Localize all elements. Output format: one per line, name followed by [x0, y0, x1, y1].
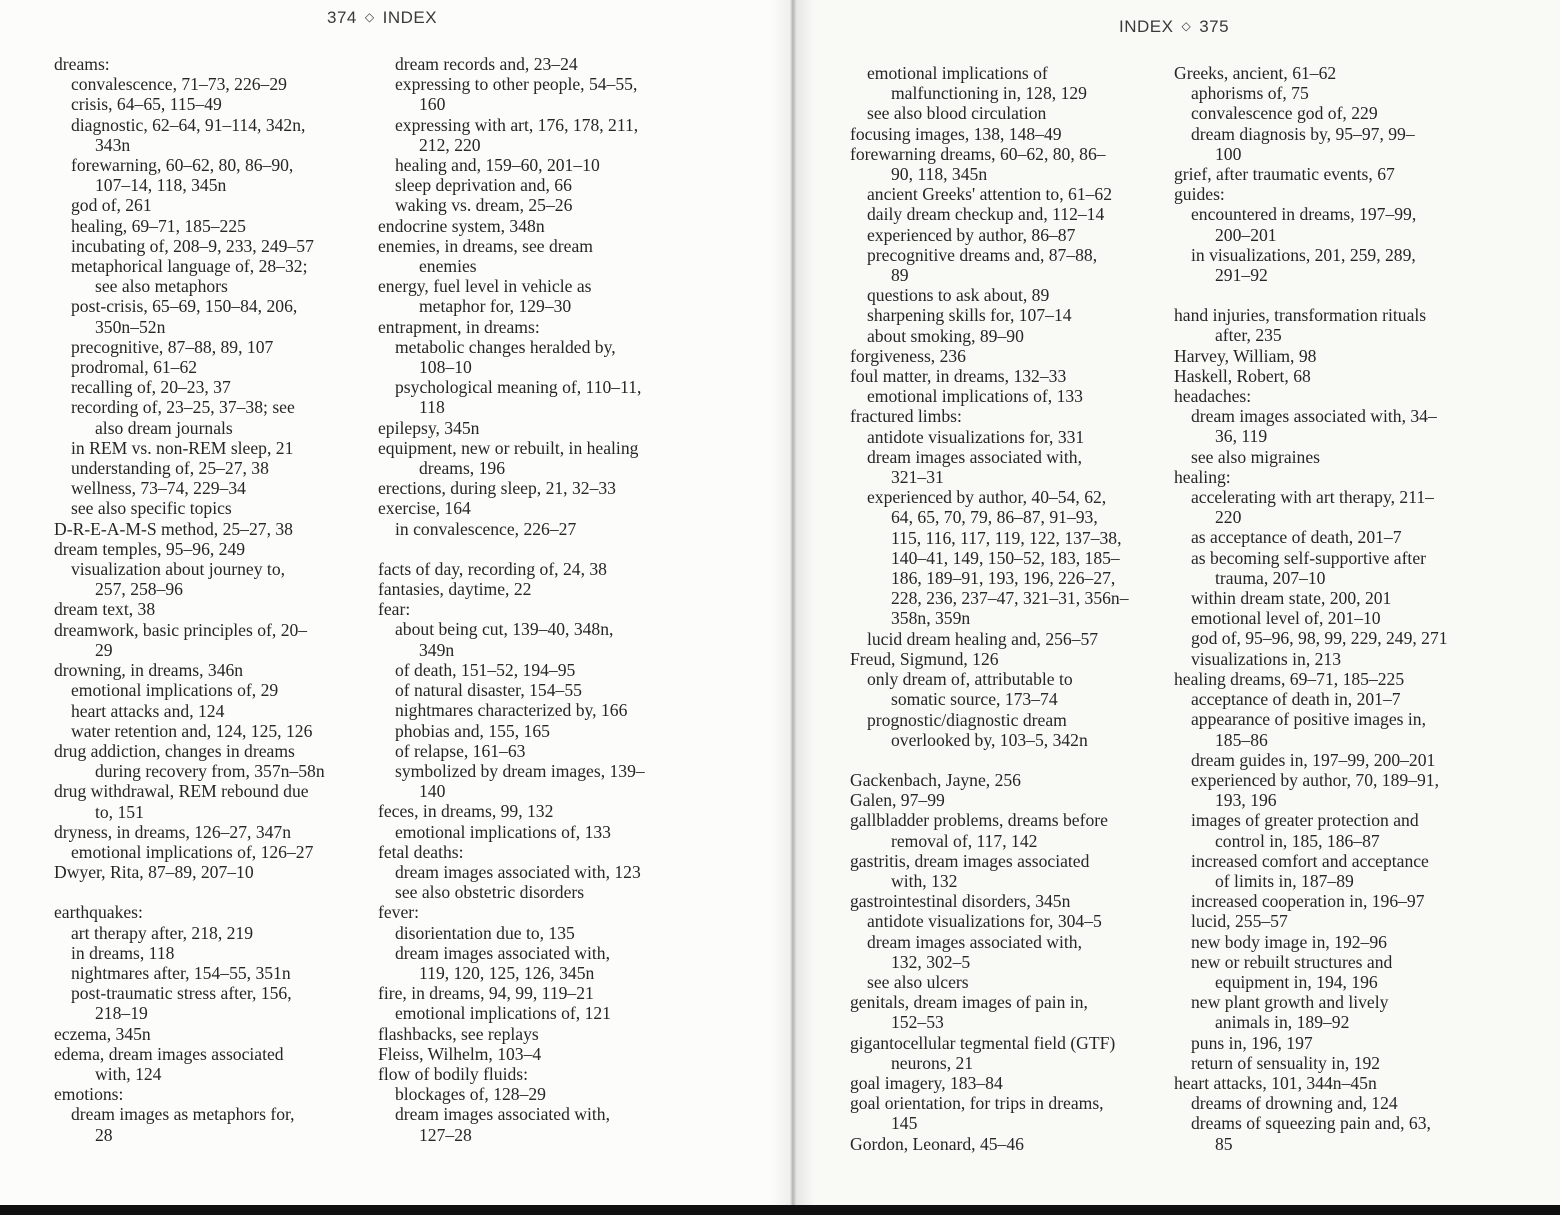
index-entry-continuation: control in, 185, 186–87	[1215, 830, 1380, 851]
index-subentry: emotional implications of	[867, 63, 1048, 83]
index-entry: endocrine system, 348n	[378, 215, 545, 236]
index-subentry: dream images associated with, 123	[395, 861, 641, 882]
index-subentry: see also obstetric disorders	[395, 882, 585, 903]
index-subentry: heart attacks and, 124	[71, 700, 225, 721]
index-entry-continuation: 212, 220	[419, 134, 481, 155]
index-column	[54, 54, 372, 1145]
index-subentry: new body image in, 192–96	[1191, 931, 1387, 952]
index-subentry: questions to ask about, 89	[867, 285, 1050, 306]
index-entry: dryness, in dreams, 126–27, 347n	[54, 821, 292, 842]
index-subentry: experienced by author, 70, 189–91,	[1191, 769, 1439, 790]
index-entry-continuation: malfunctioning in, 128, 129	[891, 83, 1087, 104]
index-entry-continuation: with, 132	[891, 870, 958, 891]
index-subentry: emotional implications of, 133	[867, 386, 1083, 407]
index-subentry: appearance of positive images in,	[1191, 709, 1426, 730]
index-entry-continuation: 343n	[95, 134, 131, 155]
page-number: 375	[1199, 17, 1230, 36]
index-subentry: as acceptance of death, 201–7	[1191, 527, 1402, 548]
index-subentry: post-crisis, 65–69, 150–84, 206,	[71, 296, 298, 317]
index-subentry: expressing to other people, 54–55,	[395, 74, 638, 95]
index-subentry: god of, 95–96, 98, 99, 229, 249, 271	[1191, 628, 1448, 649]
index-subentry: acceptance of death in, 201–7	[1191, 689, 1401, 710]
index-subentry: puns in, 196, 197	[1191, 1032, 1313, 1053]
index-subentry: about being cut, 139–40, 348n,	[395, 619, 614, 640]
index-entry-continuation: enemies	[419, 256, 477, 277]
index-subentry: incubating of, 208–9, 233, 249–57	[71, 235, 314, 256]
index-entry-continuation: 160	[419, 94, 446, 115]
index-subentry: prognostic/diagnostic dream	[867, 709, 1067, 730]
index-entry: enemies, in dreams, see dream	[378, 235, 593, 256]
index-entry: flow of bodily fluids:	[378, 1063, 529, 1084]
index-entry: drug withdrawal, REM rebound due	[54, 781, 309, 802]
index-subentry: healing and, 159–60, 201–10	[395, 155, 600, 176]
index-entry: fever:	[378, 902, 420, 923]
index-entry-continuation: 140–41, 149, 150–52, 183, 185–	[891, 547, 1120, 568]
index-subentry: nightmares after, 154–55, 351n	[71, 962, 291, 983]
index-entry: flashbacks, see replays	[378, 1023, 539, 1044]
index-entry: focusing images, 138, 148–49	[850, 123, 1062, 144]
index-entry: equipment, new or rebuilt, in healing	[378, 437, 639, 458]
index-subentry: dream images associated with,	[395, 1104, 610, 1125]
index-subentry: blockages of, 128–29	[395, 1084, 546, 1105]
diamond-separator-icon: ◇	[1181, 19, 1192, 33]
index-entry: forgiveness, 236	[850, 345, 966, 366]
index-entry: fantasies, daytime, 22	[378, 579, 532, 600]
index-entry: gastrointestinal disorders, 345n	[850, 891, 1071, 912]
index-entry-continuation: also dream journals	[95, 417, 233, 438]
index-entry: dreams:	[54, 54, 110, 74]
index-subentry: water retention and, 124, 125, 126	[71, 720, 313, 741]
index-entry: foul matter, in dreams, 132–33	[850, 366, 1067, 387]
index-subentry: dream records and, 23–24	[395, 54, 578, 74]
index-subentry: waking vs. dream, 25–26	[395, 195, 573, 216]
index-entry: earthquakes:	[54, 902, 143, 923]
index-subentry: see also migraines	[1191, 446, 1320, 467]
index-column	[850, 63, 1170, 1154]
index-subentry: wellness, 73–74, 229–34	[71, 478, 246, 499]
index-subentry: see also specific topics	[71, 498, 232, 519]
index-entry: Fleiss, Wilhelm, 103–4	[378, 1043, 542, 1064]
index-subentry: nightmares characterized by, 166	[395, 700, 628, 721]
index-entry: goal imagery, 183–84	[850, 1072, 1003, 1093]
index-entry: Dwyer, Rita, 87–89, 207–10	[54, 862, 254, 883]
index-subentry: recalling of, 20–23, 37	[71, 377, 231, 398]
index-entry-continuation: 228, 236, 237–47, 321–31, 356n–	[891, 588, 1129, 609]
index-subentry: lucid dream healing and, 256–57	[867, 628, 1099, 649]
index-subentry: encountered in dreams, 197–99,	[1191, 204, 1417, 225]
index-entry-continuation: 28	[95, 1124, 113, 1145]
index-entry-continuation: 349n	[419, 639, 455, 660]
book-gutter-shadow	[770, 0, 814, 1215]
index-entry: forewarning dreams, 60–62, 80, 86–	[850, 143, 1106, 164]
index-entry-continuation: 90, 118, 345n	[891, 164, 988, 185]
index-entry-continuation: during recovery from, 357n–58n	[95, 761, 325, 782]
index-entry-continuation: with, 124	[95, 1063, 162, 1084]
index-entry-continuation: 220	[1215, 507, 1242, 528]
index-subentry: dream diagnosis by, 95–97, 99–	[1191, 123, 1415, 144]
index-subentry: in visualizations, 201, 259, 289,	[1191, 244, 1416, 265]
index-entry: epilepsy, 345n	[378, 417, 480, 438]
index-entry-continuation: 140	[419, 781, 446, 802]
index-entry-continuation: to, 151	[95, 801, 144, 822]
index-entry-continuation: 152–53	[891, 1012, 944, 1033]
index-subentry: as becoming self-supportive after	[1191, 547, 1426, 568]
index-subentry: emotional implications of, 29	[71, 680, 279, 701]
index-entry-continuation: 186, 189–91, 193, 196, 226–27,	[891, 568, 1116, 589]
index-entry-continuation: 89	[891, 265, 909, 286]
index-entry-continuation: 291–92	[1215, 265, 1268, 286]
index-entry: edema, dream images associated	[54, 1043, 284, 1064]
index-subentry: within dream state, 200, 201	[1191, 588, 1392, 609]
index-subentry: lucid, 255–57	[1191, 911, 1288, 932]
index-subentry: increased comfort and acceptance	[1191, 850, 1429, 871]
index-entry-continuation: 218–19	[95, 1003, 148, 1024]
index-subentry: emotional implications of, 121	[395, 1003, 611, 1024]
index-subentry: precognitive dreams and, 87–88,	[867, 244, 1098, 265]
index-entry: fetal deaths:	[378, 841, 464, 862]
index-entry: feces, in dreams, 99, 132	[378, 801, 554, 822]
index-entry: gigantocellular tegmental field (GTF)	[850, 1032, 1116, 1053]
index-subentry: antidote visualizations for, 304–5	[867, 911, 1102, 932]
index-subentry: of death, 151–52, 194–95	[395, 659, 576, 680]
index-subentry: healing, 69–71, 185–225	[71, 215, 246, 236]
index-entry: fractured limbs:	[850, 406, 962, 427]
index-entry-continuation: 107–14, 118, 345n	[95, 175, 227, 196]
index-subentry: dream images associated with,	[867, 446, 1082, 467]
index-subentry: post-traumatic stress after, 156,	[71, 983, 292, 1004]
index-entry-continuation: 100	[1215, 143, 1242, 164]
index-subentry: understanding of, 25–27, 38	[71, 458, 269, 479]
index-entry-continuation: 64, 65, 70, 79, 86–87, 91–93,	[891, 507, 1098, 528]
index-entry-continuation: 350n–52n	[95, 316, 166, 337]
index-entry-continuation: 108–10	[419, 357, 472, 378]
index-subentry: of natural disaster, 154–55	[395, 680, 582, 701]
index-subentry: psychological meaning of, 110–11,	[395, 377, 642, 398]
index-entry: healing dreams, 69–71, 185–225	[1174, 668, 1405, 689]
index-subentry: forewarning, 60–62, 80, 86–90,	[71, 155, 294, 176]
index-entry: gastritis, dream images associated	[850, 850, 1090, 871]
index-subentry: disorientation due to, 135	[395, 922, 575, 943]
index-subentry: emotional level of, 201–10	[1191, 608, 1381, 629]
index-subentry: daily dream checkup and, 112–14	[867, 204, 1105, 225]
index-entry-continuation: 145	[891, 1113, 918, 1134]
index-entry-continuation: see also metaphors	[95, 276, 228, 297]
index-entry: Galen, 97–99	[850, 790, 945, 811]
index-subentry: antidote visualizations for, 331	[867, 426, 1085, 447]
index-entry-continuation: 193, 196	[1215, 790, 1277, 811]
right-page	[792, 0, 1560, 1215]
index-entry-continuation: 127–28	[419, 1124, 472, 1145]
index-entry-continuation: 358n, 359n	[891, 608, 971, 629]
page-number: 374	[327, 8, 357, 27]
index-entry: gallbladder problems, dreams before	[850, 810, 1108, 831]
index-subentry: see also blood circulation	[867, 103, 1047, 124]
index-entry: eczema, 345n	[54, 1023, 151, 1044]
index-subentry: experienced by author, 40–54, 62,	[867, 487, 1107, 508]
index-subentry: art therapy after, 218, 219	[71, 922, 254, 943]
index-subentry: visualizations in, 213	[1191, 648, 1342, 669]
index-entry: energy, fuel level in vehicle as	[378, 276, 592, 297]
index-subentry: images of greater protection and	[1191, 810, 1419, 831]
index-subentry: god of, 261	[71, 195, 152, 216]
index-entry: guides:	[1174, 184, 1225, 205]
right-running-head	[1119, 17, 1229, 37]
index-column	[378, 54, 708, 1145]
index-subentry: crisis, 64–65, 115–49	[71, 94, 222, 115]
index-entry-continuation: equipment in, 194, 196	[1215, 971, 1378, 992]
index-subentry: dreams of squeezing pain and, 63,	[1191, 1113, 1431, 1134]
index-subentry: expressing with art, 176, 178, 211,	[395, 114, 639, 135]
index-entry-continuation: dreams, 196	[419, 458, 505, 479]
index-entry: erections, during sleep, 21, 32–33	[378, 478, 616, 499]
index-entry-continuation: 200–201	[1215, 224, 1277, 245]
index-subentry: metabolic changes heralded by,	[395, 336, 616, 357]
index-subentry: experienced by author, 86–87	[867, 224, 1076, 245]
running-head-title: INDEX	[382, 8, 438, 27]
index-entry: genitals, dream images of pain in,	[850, 992, 1088, 1013]
index-subentry: recording of, 23–25, 37–38; see	[71, 397, 295, 418]
index-entry-continuation: 85	[1215, 1133, 1233, 1154]
index-entry-continuation: 36, 119	[1215, 426, 1268, 447]
index-entry: Gackenbach, Jayne, 256	[850, 769, 1021, 790]
index-entry-continuation: somatic source, 173–74	[891, 689, 1058, 710]
index-entry: D-R-E-A-M-S method, 25–27, 38	[54, 518, 293, 539]
index-subentry: dream guides in, 197–99, 200–201	[1191, 749, 1436, 770]
index-entry: Freud, Sigmund, 126	[850, 648, 999, 669]
index-entry: headaches:	[1174, 386, 1252, 407]
index-entry-continuation: animals in, 189–92	[1215, 1012, 1350, 1033]
index-entry-continuation: 115, 116, 117, 119, 122, 137–38,	[891, 527, 1122, 548]
index-subentry: dream images associated with,	[867, 931, 1082, 952]
index-entry-continuation: 132, 302–5	[891, 951, 971, 972]
index-entry-continuation: neurons, 21	[891, 1052, 974, 1073]
diamond-separator-icon: ◇	[364, 10, 375, 24]
index-subentry: prodromal, 61–62	[71, 357, 198, 378]
index-entry-continuation: 321–31	[891, 467, 944, 488]
index-subentry: convalescence god of, 229	[1191, 103, 1378, 124]
index-entry: facts of day, recording of, 24, 38	[378, 558, 607, 579]
index-subentry: emotional implications of, 126–27	[71, 841, 314, 862]
index-subentry: see also ulcers	[867, 971, 969, 992]
index-entry: fire, in dreams, 94, 99, 119–21	[378, 983, 594, 1004]
index-subentry: in convalescence, 226–27	[395, 518, 577, 539]
index-entry-continuation: of limits in, 187–89	[1215, 870, 1354, 891]
index-subentry: phobias and, 155, 165	[395, 720, 550, 741]
index-entry: dream text, 38	[54, 599, 156, 620]
index-entry: drug addiction, changes in dreams	[54, 740, 295, 761]
index-subentry: diagnostic, 62–64, 91–114, 342n,	[71, 114, 306, 135]
index-entry: Gordon, Leonard, 45–46	[850, 1133, 1024, 1154]
index-entry-continuation: 29	[95, 639, 113, 660]
index-entry: Harvey, William, 98	[1174, 345, 1317, 366]
index-entry-continuation: 185–86	[1215, 729, 1268, 750]
index-entry-continuation: metaphor for, 129–30	[419, 296, 572, 317]
index-subentry: in dreams, 118	[71, 942, 175, 963]
index-subentry: metaphorical language of, 28–32;	[71, 256, 308, 277]
index-subentry: ancient Greeks' attention to, 61–62	[867, 184, 1113, 205]
index-entry: hand injuries, transformation rituals	[1174, 305, 1427, 326]
index-entry-continuation: after, 235	[1215, 325, 1282, 346]
index-entry: dream temples, 95–96, 249	[54, 538, 246, 559]
index-subentry: about smoking, 89–90	[867, 325, 1024, 346]
index-subentry: sharpening skills for, 107–14	[867, 305, 1072, 326]
index-subentry: only dream of, attributable to	[867, 669, 1073, 690]
index-entry: Greeks, ancient, 61–62	[1174, 63, 1337, 83]
index-subentry: emotional implications of, 133	[395, 821, 611, 842]
index-subentry: increased cooperation in, 196–97	[1191, 891, 1425, 912]
index-entry-continuation: trauma, 207–10	[1215, 567, 1326, 588]
index-subentry: aphorisms of, 75	[1191, 83, 1309, 104]
index-subentry: precognitive, 87–88, 89, 107	[71, 336, 274, 357]
index-entry: grief, after traumatic events, 67	[1174, 164, 1395, 185]
index-entry: emotions:	[54, 1084, 124, 1105]
scan-bottom-edge	[0, 1205, 1560, 1215]
index-entry-continuation: 118	[419, 397, 445, 418]
left-running-head	[327, 8, 437, 28]
index-entry: entrapment, in dreams:	[378, 316, 540, 337]
index-entry-continuation: overlooked by, 103–5, 342n	[891, 729, 1088, 750]
index-entry: heart attacks, 101, 344n–45n	[1174, 1072, 1377, 1093]
index-entry: goal orientation, for trips in dreams,	[850, 1093, 1104, 1114]
index-subentry: convalescence, 71–73, 226–29	[71, 74, 287, 95]
index-entry: exercise, 164	[378, 498, 471, 519]
index-subentry: visualization about journey to,	[71, 559, 286, 580]
index-entry-continuation: removal of, 117, 142	[891, 830, 1038, 851]
index-entry: fear:	[378, 599, 411, 620]
index-subentry: in REM vs. non-REM sleep, 21	[71, 437, 294, 458]
index-subentry: new plant growth and lively	[1191, 992, 1389, 1013]
index-subentry: dream images associated with, 34–	[1191, 406, 1437, 427]
index-subentry: accelerating with art therapy, 211–	[1191, 487, 1434, 508]
index-entry: healing:	[1174, 466, 1231, 487]
index-entry: drowning, in dreams, 346n	[54, 660, 244, 681]
index-subentry: dream images as metaphors for,	[71, 1104, 295, 1125]
index-entry: dreamwork, basic principles of, 20–	[54, 619, 308, 640]
index-entry-continuation: 119, 120, 125, 126, 345n	[419, 962, 595, 983]
index-entry: Haskell, Robert, 68	[1174, 365, 1311, 386]
index-subentry: dreams of drowning and, 124	[1191, 1093, 1398, 1114]
index-entry-continuation: 257, 258–96	[95, 579, 183, 600]
index-subentry: symbolized by dream images, 139–	[395, 760, 645, 781]
running-head-title: INDEX	[1119, 17, 1174, 36]
index-column	[1174, 63, 1544, 1154]
index-subentry: of relapse, 161–63	[395, 740, 526, 761]
index-subentry: sleep deprivation and, 66	[395, 175, 572, 196]
index-subentry: dream images associated with,	[395, 942, 610, 963]
index-subentry: new or rebuilt structures and	[1191, 951, 1393, 972]
index-subentry: return of sensuality in, 192	[1191, 1052, 1381, 1073]
